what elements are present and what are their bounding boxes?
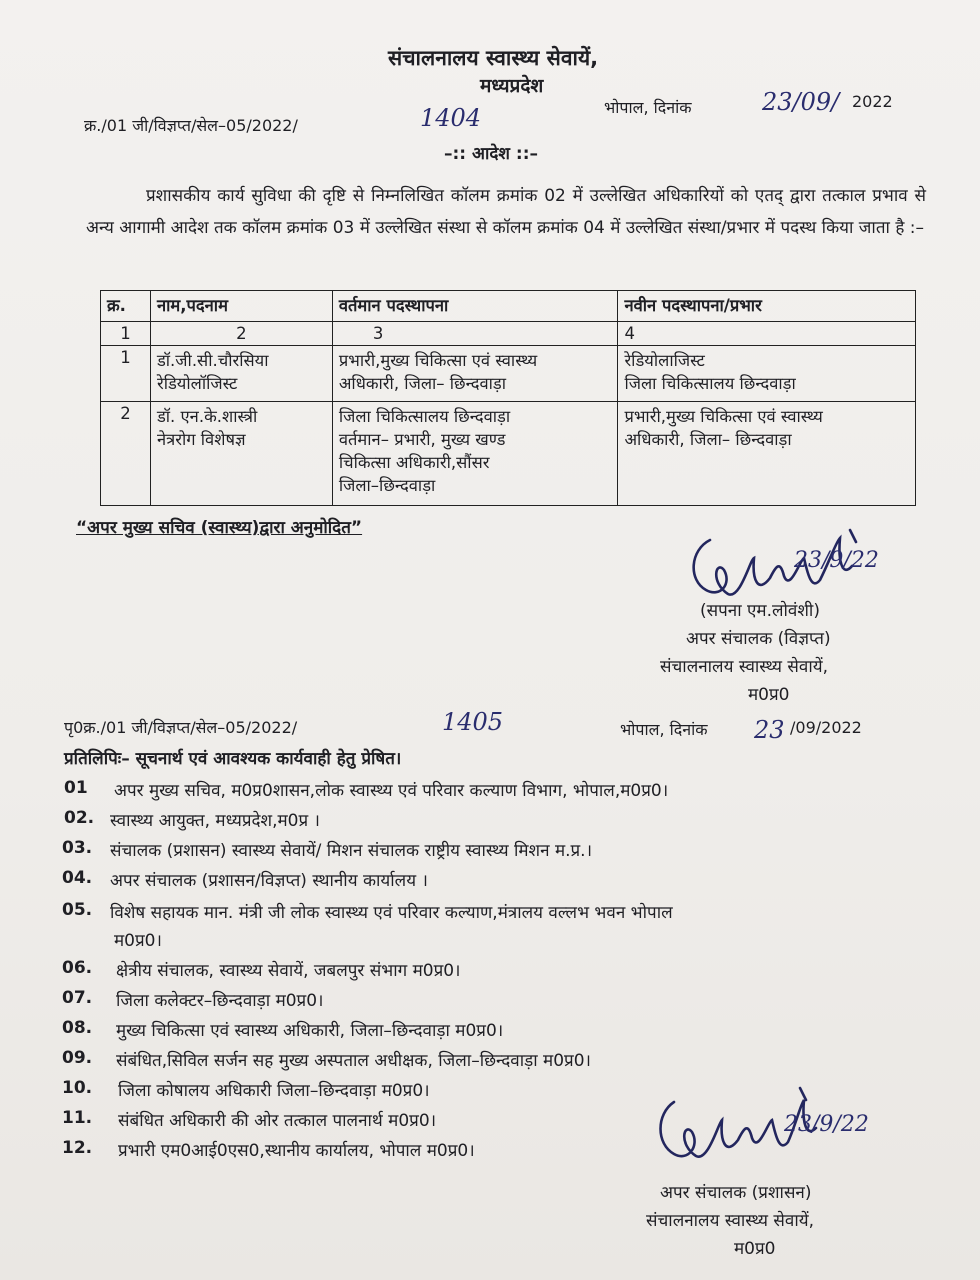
office-heading: संचालनालय स्वास्थ्य सेवायें,	[388, 46, 599, 70]
table-row	[101, 402, 916, 506]
endorsement-date-rest: /09/2022	[790, 718, 862, 737]
colnum-1: 1	[101, 322, 151, 346]
row-current-cell	[332, 402, 618, 506]
list-item: स्वास्थ्य आयुक्त, मध्यप्रदेश,म0प्र ।	[110, 811, 320, 831]
list-item-number: 04.	[62, 868, 93, 888]
signatory-2-title: अपर संचालक (प्रशासन)	[660, 1183, 812, 1203]
list-item: संबंधित अधिकारी की ओर तत्काल पालनार्थ म0प्र0।	[118, 1111, 437, 1131]
list-item: मुख्य चिकित्सा एवं स्वास्थ्य अधिकारी, जिला–छिन्दवाड़ा म0प्र0।	[116, 1021, 504, 1041]
endorsement-date-label: भोपाल, दिनांक	[620, 720, 708, 739]
list-item-number: 07.	[62, 988, 93, 1008]
current-posting-line: जिला चिकित्सालय छिन्दवाड़ा	[338, 407, 511, 426]
colnum-4: 4	[618, 322, 916, 346]
list-item-number: 03.	[62, 838, 93, 858]
signature-2-date: 23/9/22	[784, 1112, 869, 1137]
row-current-cell	[332, 346, 618, 402]
posting-table	[100, 290, 916, 506]
signatory-1-office: संचालनालय स्वास्थ्य सेवायें,	[660, 657, 829, 677]
handwritten-endorsement-number: 1405	[442, 708, 504, 736]
current-posting-line: जिला–छिन्दवाड़ा	[338, 476, 436, 495]
list-item: जिला कलेक्टर–छिन्दवाड़ा म0प्र0।	[116, 991, 324, 1011]
signatory-1-title: अपर संचालक (विज्ञप्त)	[686, 629, 831, 649]
row-new-cell	[618, 402, 916, 506]
col-header-name: नाम,पदनाम	[150, 291, 332, 322]
colnum-2: 2	[150, 322, 332, 346]
list-item-number: 11.	[62, 1108, 93, 1128]
signature-1-date: 23/9/22	[794, 548, 879, 573]
list-item: संबंधित,सिविल सर्जन सह मुख्य अस्पताल अधीक्षक, जिला–छिन्दवाड़ा म0प्र0।	[116, 1051, 591, 1071]
handwritten-endorsement-date: 23	[754, 716, 785, 744]
list-item-continuation: म0प्र0।	[114, 931, 162, 951]
list-item-number: 05.	[62, 900, 93, 920]
list-item-number: 12.	[62, 1138, 93, 1158]
approval-note: “अपर मुख्य सचिव (स्वास्थ्य)द्वारा अनुमोदित”	[76, 518, 363, 538]
row-name-cell	[150, 346, 332, 402]
col-header-sn: क्र.	[101, 291, 151, 322]
table-row	[101, 346, 916, 402]
row-new-cell	[618, 346, 916, 402]
place-date-label: भोपाल, दिनांक	[604, 98, 692, 117]
list-item-number: 02.	[64, 808, 95, 828]
signatory-1-name: (सपना एम.लोवंशी)	[700, 601, 820, 621]
intro-text: प्रशासकीय कार्य सुविधा की दृष्टि से निम्नलिखित कॉलम क्रमांक 02 में उल्लेखित अधिकारियों को एतद् द्वारा तत्काल प्रभाव से अन्य आगामी आदेश तक कॉलम क्रमांक 03 में उल्लेखित संस्था से कॉलम क्रमांक 04 में उल्लेखित संस्था/प्रभार में पदस्थ किया जाता है :–	[86, 186, 926, 238]
list-item: अपर संचालक (प्रशासन/विज्ञप्त) स्थानीय कार्यालय ।	[110, 871, 428, 891]
list-item-number: 09.	[62, 1048, 93, 1068]
signatory-1-place: म0प्र0	[748, 685, 790, 705]
current-posting-line: प्रभारी,मुख्य चिकित्सा एवं स्वास्थ्य	[338, 351, 538, 370]
handwritten-order-date: 23/09/	[762, 88, 840, 116]
state-heading: मध्यप्रदेश	[480, 75, 544, 97]
list-item-number: 01	[64, 778, 88, 798]
col-header-current: वर्तमान पदस्थापना	[332, 291, 618, 322]
row-sn: 1	[101, 346, 151, 402]
order-number: क्र./01 जी/विज्ञप्त/सेल–05/2022/	[84, 116, 298, 135]
handwritten-order-number: 1404	[420, 104, 482, 132]
list-item-number: 10.	[62, 1078, 93, 1098]
list-item: क्षेत्रीय संचालक, स्वास्थ्य सेवायें, जबलपुर संभाग म0प्र0।	[116, 961, 461, 981]
row-name-cell	[150, 402, 332, 506]
colnum-3: 3	[332, 322, 618, 346]
new-posting-line: रेडियोलाजिस्ट	[624, 351, 705, 370]
signatory-2-place: म0प्र0	[734, 1239, 776, 1259]
endorsement-number: पृ0क्र./01 जी/विज्ञप्त/सेल–05/2022/	[64, 718, 298, 737]
officer-designation: रेडियोलॉजिस्ट	[156, 374, 238, 393]
table-header-row	[101, 291, 916, 322]
new-posting-line: जिला चिकित्सालय छिन्दवाड़ा	[624, 374, 796, 393]
list-item: विशेष सहायक मान. मंत्री जी लोक स्वास्थ्य एवं परिवार कल्याण,मंत्रालय वल्लभ भवन भोपाल	[110, 903, 673, 923]
officer-designation: नेत्ररोग विशेषज्ञ	[156, 430, 246, 449]
new-posting-line: अधिकारी, जिला– छिन्दवाड़ा	[624, 430, 792, 449]
order-year: 2022	[852, 92, 893, 111]
current-posting-line: अधिकारी, जिला– छिन्दवाड़ा	[338, 374, 507, 393]
list-item-number: 08.	[62, 1018, 93, 1038]
copy-to-heading: प्रतिलिपिः– सूचनार्थ एवं आवश्यक कार्यवाही हेतु प्रेषित।	[64, 749, 402, 769]
order-title: –:: आदेश ::–	[444, 144, 538, 164]
current-posting-line: चिकित्सा अधिकारी,सौंसर	[338, 453, 490, 472]
list-item: संचालक (प्रशासन) स्वास्थ्य सेवायें/ मिशन संचालक राष्ट्रीय स्वास्थ्य मिशन म.प्र.।	[110, 841, 593, 861]
list-item: जिला कोषालय अधिकारी जिला–छिन्दवाड़ा म0प्र0।	[118, 1081, 430, 1101]
list-item: अपर मुख्य सचिव, म0प्र0शासन,लोक स्वास्थ्य एवं परिवार कल्याण विभाग, भोपाल,म0प्र0।	[114, 781, 669, 801]
row-sn: 2	[101, 402, 151, 506]
table-colnum-row	[101, 322, 916, 346]
officer-name: डॉ. एन.के.शास्त्री	[156, 407, 258, 426]
intro-paragraph	[86, 180, 926, 244]
col-header-new: नवीन पदस्थापना/प्रभार	[618, 291, 916, 322]
current-posting-line: वर्तमान– प्रभारी, मुख्य खण्ड	[338, 430, 506, 449]
list-item: प्रभारी एम0आई0एस0,स्थानीय कार्यालय, भोपाल म0प्र0।	[118, 1141, 475, 1161]
new-posting-line: प्रभारी,मुख्य चिकित्सा एवं स्वास्थ्य	[624, 407, 823, 426]
list-item-number: 06.	[62, 958, 93, 978]
signatory-2-office: संचालनालय स्वास्थ्य सेवायें,	[646, 1211, 815, 1231]
officer-name: डॉ.जी.सी.चौरसिया	[156, 351, 269, 370]
